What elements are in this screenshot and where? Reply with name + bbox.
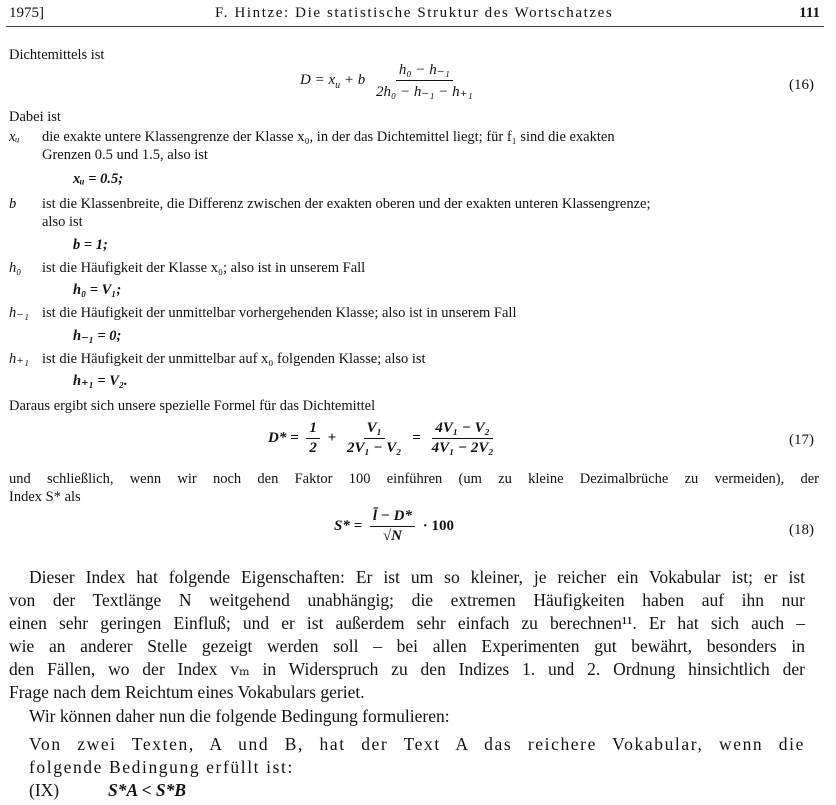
eq17-f3-numerator: 4V₁ − V₂ xyxy=(432,420,493,439)
equation-16 xyxy=(300,60,480,101)
eq17-f1-numerator: 1 xyxy=(306,420,320,439)
def-symbol-h0: h₀ xyxy=(9,260,22,276)
eq16-numerator: h₀ − h₋₁ xyxy=(396,60,453,81)
eq17-f1-denominator: 2 xyxy=(309,440,317,456)
eq16-lhs: D = x xyxy=(300,71,336,88)
eq18-denominator: √N xyxy=(382,528,402,544)
eq17-f2-denominator: 2V₁ − V₂ xyxy=(346,440,402,456)
eq18-fraction xyxy=(370,508,415,545)
def-value-h0: h₀ = V₁; xyxy=(73,282,122,298)
eq17-f2-numerator: V₁ xyxy=(364,420,385,439)
header-running-title: F. Hintze: Die statistische Struktur des Wortschatzes xyxy=(215,5,614,21)
eq17-lhs: D* = xyxy=(268,429,299,446)
header-page-number: 111 xyxy=(799,5,820,21)
def-text-h-plus1: ist die Häufigkeit der unmittelbar auf x₀ folgenden Klasse; also ist xyxy=(42,351,426,367)
def-text-h-minus1: ist die Häufigkeit der unmittelbar vorhergehenden Klasse; also ist in unserem Fall xyxy=(42,305,517,321)
def-text-xu: die exakte untere Klassengrenze der Klasse x₀, in der das Dichtemittel liegt; für f₁ sind die exakten xyxy=(42,129,615,145)
daraus-text: Daraus ergibt sich unsere spezielle Formel für das Dichtemittel xyxy=(9,398,376,414)
eq18-tail: · 100 xyxy=(422,517,454,534)
main-para-line-6: Frage nach dem Reichtum eines Vokabulars geriet. xyxy=(9,682,365,702)
header-rule xyxy=(6,26,824,27)
eq17-fraction-1 xyxy=(306,420,320,457)
def-symbol-h-minus1: h₋₁ xyxy=(9,305,29,321)
def-text-h0: ist die Häufigkeit der Klasse x₀; also ist in unserem Fall xyxy=(42,260,366,276)
def-value-b: b = 1; xyxy=(73,237,108,253)
def-symbol-h-plus1: h₊₁ xyxy=(9,351,29,367)
eq18-number: (18) xyxy=(789,522,814,538)
def-value-h-plus1: h₊₁ = V₂. xyxy=(73,373,128,389)
eq16-fraction xyxy=(373,60,476,101)
eq16-denominator: 2h₀ − h₋₁ − h₊₁ xyxy=(376,84,473,100)
eq17-fraction-3 xyxy=(429,420,497,457)
eq17-plus: + xyxy=(327,429,337,446)
equation-17 xyxy=(268,420,501,457)
def-cont-xu: Grenzen 0.5 und 1.5, also ist xyxy=(42,147,208,163)
eq17-number: (17) xyxy=(789,432,814,448)
equation-18 xyxy=(334,508,454,545)
eq16-number: (16) xyxy=(789,77,814,93)
eq16-lhs-sub: u xyxy=(335,79,341,91)
main-para-line-1: Dieser Index hat folgende Eigenschaften: Er ist um so kleiner, je reicher ein Vokabular ist; er ist xyxy=(29,567,805,587)
eq17-fraction-2 xyxy=(344,420,405,457)
eq16-plus: + b xyxy=(343,71,366,88)
def-symbol-b: b xyxy=(9,196,17,212)
main-para-line-4: wie an anderer Stelle gezeigt werden soll – bei allen Experimenten gut bewährt, besonders in xyxy=(9,636,805,656)
main-para-line-2: von der Textlänge N weitgehend unabhängig; die extremen Häufigkeiten haben auf ihn nur xyxy=(9,590,805,610)
para-und-line-1: und schließlich, wenn wir noch den Faktor 100 einführen (um zu kleine Dezimalbrüche zu vermeiden), der xyxy=(9,471,819,487)
main-para-line-3: einen sehr geringen Einfluß; und er ist außerdem sehr einfach zu berechnen¹¹. Er hat sich auch – xyxy=(9,613,805,633)
dabei-text: Dabei ist xyxy=(9,109,61,125)
para-und-line-2: Index S* als xyxy=(9,489,81,505)
header-year: 1975] xyxy=(9,5,44,21)
intro-text: Dichtemittels ist xyxy=(9,47,105,63)
def-value-h-minus1: h₋₁ = 0; xyxy=(73,328,122,344)
def-text-b: ist die Klassenbreite, die Differenz zwischen der exakten oberen und der exakten unteren Klassengrenze; xyxy=(42,196,651,212)
eq17-f3-denominator: 4V₁ − 2V₂ xyxy=(431,440,494,456)
condition-line-2: folgende Bedingung erfüllt ist: xyxy=(29,757,294,777)
def-symbol-xu: xᵤ xyxy=(9,129,20,145)
eq17-equals: = xyxy=(412,429,421,446)
condition-formula: S*A < S*B xyxy=(108,780,187,800)
main-para-line-5: den Fällen, wo der Index vₘ in Widerspruch zu den Indizes 1. und 2. Ordnung hinsichtlich der xyxy=(9,659,805,679)
def-value-xu: xᵤ = 0.5; xyxy=(73,171,124,187)
condition-line-1: Von zwei Texten, A und B, hat der Text A das reichere Vokabular, wenn die xyxy=(29,734,805,754)
wir-text: Wir können daher nun die folgende Bedingung formulieren: xyxy=(29,706,450,726)
eq18-numerator: l̄ − D* xyxy=(370,508,415,527)
eq18-lhs: S* = xyxy=(334,517,363,534)
condition-label: (IX) xyxy=(29,780,60,800)
def-cont-b: also ist xyxy=(42,214,83,230)
